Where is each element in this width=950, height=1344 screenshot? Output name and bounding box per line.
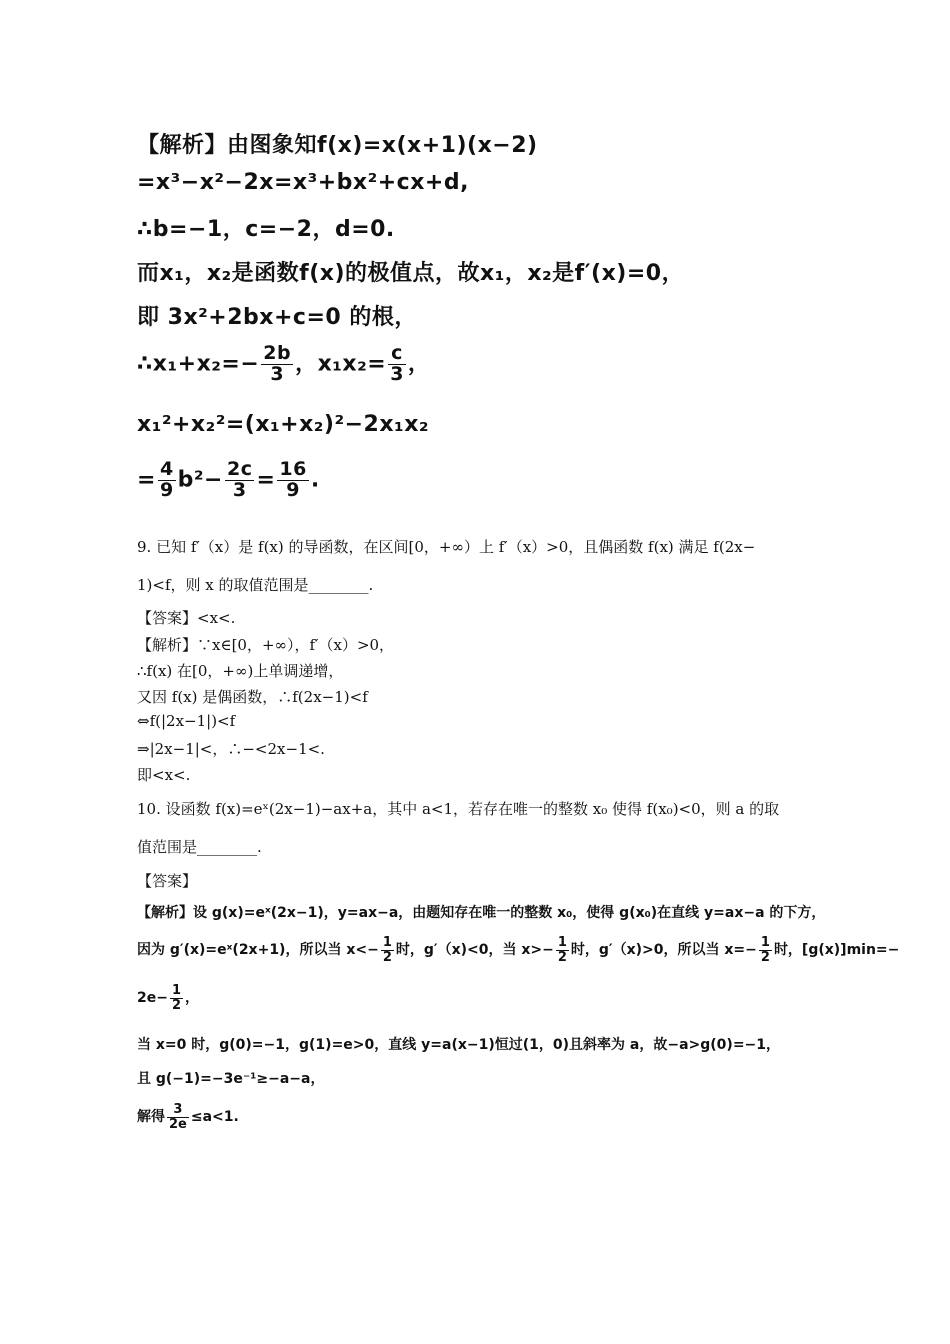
fraction [381, 936, 394, 964]
analysis-line-5: 即 3x²+2bx+c=0 的根， [137, 305, 417, 330]
fraction [170, 984, 183, 1012]
numerator: 1 [760, 935, 770, 950]
denominator: 2 [557, 949, 567, 965]
question-10-answer: 【答案】 [137, 872, 198, 890]
numerator: 4 [159, 458, 174, 480]
text-fragment: 时，g′（x)<0，当 x>− [395, 942, 554, 959]
text-fragment: = [256, 467, 276, 493]
question-9-line-2: 1)<f，则 x 的取值范围是________. [137, 576, 374, 594]
denominator: 9 [286, 478, 301, 501]
fraction [158, 460, 176, 501]
denominator: 3 [232, 478, 247, 501]
text-fragment: ， [407, 351, 431, 377]
text-fragment: ，x₁x₂= [295, 351, 387, 377]
question-9-answer: 【答案】<x<. [137, 609, 236, 627]
text-fragment: b²− [177, 467, 223, 493]
analysis-line-1: 【解析】由图象知f(x)=x(x+1)(x−2) [137, 133, 538, 158]
denominator: 3 [390, 362, 404, 385]
analysis-line-8 [137, 460, 320, 501]
analysis-line-2: =x³−x²−2x=x³+bx²+cx+d, [137, 170, 469, 195]
text-fragment: 时，g′（x)>0，所以当 x=− [570, 942, 757, 959]
text-fragment: − [156, 990, 168, 1007]
numerator: 2b [263, 342, 292, 364]
fraction [167, 1103, 189, 1131]
question-10-solution-1: 【解析】设 g(x)=eˣ(2x−1)，y=ax−a，由题知存在唯一的整数 x₀，使得 g(x₀)在直线 y=ax−a 的下方， [137, 905, 826, 921]
question-9-solution-3: 又因 f(x) 是偶函数，∴f(2x−1)<f [137, 688, 368, 706]
question-9-solution-5: ⇒|2x−1|<，∴−<2x−1<. [137, 740, 325, 758]
numerator: 1 [171, 983, 182, 998]
question-10-solution-3 [137, 984, 199, 1012]
analysis-line-6 [137, 344, 430, 385]
question-10-line-1: 10. 设函数 f(x)=eˣ(2x−1)−ax+a，其中 a<1，若存在唯一的整数 x₀ 使得 f(x₀)<0，则 a 的取 [137, 800, 780, 818]
denominator: 2 [382, 949, 392, 965]
question-10-solution-2 [137, 936, 899, 964]
numerator: 2c [227, 458, 253, 480]
numerator: c [388, 344, 406, 365]
question-9-solution-2: ∴f(x) 在[0，+∞)上单调递增， [137, 662, 344, 680]
numerator: 1 [382, 935, 392, 950]
text-fragment: . [310, 467, 320, 493]
denominator: 2e [169, 1116, 187, 1132]
question-10-solution-4: 当 x=0 时，g(0)=−1，g(1)=e>0，直线 y=a(x−1)恒过(1，0)且斜率为 a，故−a>g(0)=−1， [137, 1037, 781, 1053]
question-9-solution-4: ⇔f(|2x−1|)<f [137, 712, 236, 730]
text-fragment: 因为 g′(x)=eˣ(2x+1)，所以当 x<− [137, 942, 379, 959]
denominator: 9 [159, 478, 174, 501]
denominator: 3 [270, 362, 285, 385]
fraction [225, 460, 254, 501]
numerator: 1 [557, 935, 567, 950]
fraction [388, 344, 406, 385]
question-10-line-2: 值范围是________. [137, 838, 262, 856]
fraction [261, 344, 293, 385]
text-fragment: 解得 [137, 1109, 165, 1126]
question-10-solution-5: 且 g(−1)=−3e⁻¹≥−a−a， [137, 1071, 325, 1087]
text-fragment: 时，[g(x)]min=− [773, 942, 900, 959]
question-10-solution-6 [137, 1103, 239, 1131]
denominator: 2 [760, 949, 770, 965]
question-9-solution-1: 【解析】∵x∈[0，+∞），f′（x）>0， [137, 636, 395, 654]
text-fragment: 2e [137, 990, 157, 1007]
fraction [277, 460, 308, 501]
fraction [759, 936, 772, 964]
numerator: 16 [279, 458, 307, 480]
fraction [556, 936, 569, 964]
question-9-solution-6: 即<x<. [137, 766, 191, 784]
analysis-line-7: x₁²+x₂²=(x₁+x₂)²−2x₁x₂ [137, 412, 430, 437]
text-fragment: = [137, 467, 156, 493]
text-fragment: ∴x₁+x₂=− [137, 351, 260, 377]
analysis-line-3: ∴b=−1，c=−2，d=0. [137, 217, 395, 242]
numerator: 3 [167, 1103, 189, 1118]
text-fragment: ， [185, 990, 200, 1007]
text-fragment: ≤a<1. [190, 1109, 239, 1126]
question-9-line-1: 9. 已知 f′（x）是 f(x) 的导函数，在区间[0，+∞）上 f′（x）>0，且偶函数 f(x) 满足 f(2x− [137, 538, 756, 556]
denominator: 2 [171, 997, 182, 1013]
analysis-line-4: 而x₁，x₂是函数f(x)的极值点，故x₁，x₂是f′(x)=0， [137, 261, 685, 286]
